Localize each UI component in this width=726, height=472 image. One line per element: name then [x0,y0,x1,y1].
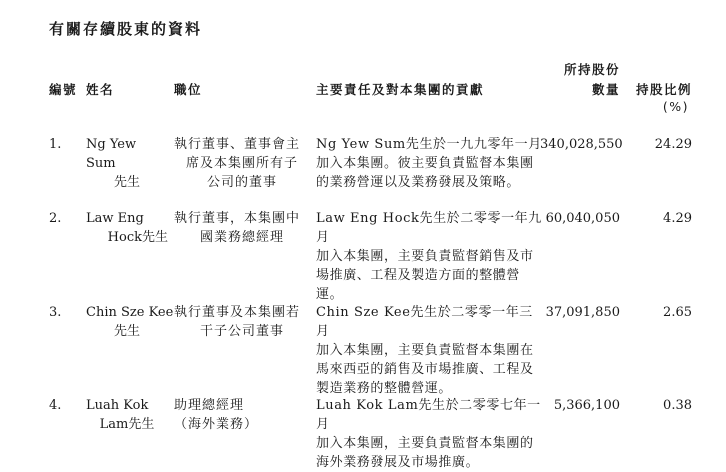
shareholding-percentage: 0.38 [663,398,692,413]
duties-line: 加入本集團，主要負責監督本集團在 [316,343,534,358]
shares-held: 5,366,100 [553,398,620,413]
shareholding-percentage: 2.65 [663,305,692,320]
duties-line: Ng Yew Sum先生於一九九零年一月 [316,137,542,152]
duties-cell [316,396,544,472]
shares-held: 37,091,850 [545,305,620,320]
row-number: 4. [49,398,62,413]
name-line: Luah Kok [86,398,149,413]
position-line: （海外業務） [174,417,259,432]
position-line: 執行董事及本集團若 [174,305,301,320]
position-cell [174,135,310,192]
position-line: 執行董事，本集團中 [174,211,301,226]
header-name: 姓名 [86,82,115,97]
position-line: 干子公司董事 [199,324,284,339]
header-shares-line1: 所持股份 [563,62,620,77]
shareholding-percentage: 4.29 [663,211,692,226]
name-line: Lam先生 [99,417,155,432]
position-line: 國業務總經理 [199,230,284,245]
name-line: Law Eng [86,211,144,226]
name-line: Chin Sze Kee [86,305,174,320]
duties-line: 場推廣、工程及製造方面的整體營 [316,268,521,283]
shares-held: 60,040,050 [545,211,620,226]
duties-cell [316,209,544,304]
position-cell [174,209,310,247]
name-line: 先生 [113,324,140,339]
row-number: 2. [49,211,62,226]
shareholder-name [86,209,168,247]
position-line: 席及本集團所有子 [185,156,298,171]
shareholding-percentage: 24.29 [654,137,692,152]
position-cell [174,303,310,341]
duties-line: 馬來西亞的銷售及市場推廣、工程及 [316,362,534,377]
position-line: 執行董事、董事會主 [174,137,301,152]
position-cell [174,396,310,434]
header-position: 職位 [174,82,203,97]
duties-line: 加入本集團。彼主要負責監督本集團 [316,156,534,171]
shares-held: 340,028,550 [540,137,623,152]
header-pct-line1: 持股比例 [635,82,692,97]
header-no: 編號 [49,82,78,97]
shareholder-name [86,303,174,341]
shareholder-name [86,135,168,192]
duties-cell [316,135,544,192]
header-duties: 主要責任及對本集團的貢獻 [316,82,485,97]
row-number: 1. [49,137,62,152]
duties-line: 的業務營運以及業務發展及策略。 [316,175,521,190]
position-line: 助理總經理 [174,398,245,413]
duties-line: 海外業務發展及市場推廣。 [316,455,480,470]
name-line: 先生 [113,175,140,190]
duties-cell [316,303,544,398]
name-line: Ng Yew Sum [86,137,137,171]
row-number: 3. [49,305,62,320]
duties-line: Law Eng Hock先生於二零零一年九月 [316,211,542,245]
duties-line: 加入本集團，主要負責監督銷售及市 [316,249,534,264]
header-shares-line2: 數量 [591,82,620,97]
page-title: 有關存續股東的資料 [49,20,203,38]
duties-line: 製造業務的整體營運。 [316,381,453,396]
position-line: 公司的董事 [206,175,277,190]
duties-line: Chin Sze Kee先生於二零零一年三月 [316,305,533,339]
duties-line: 加入本集團，主要負責監督本集團的 [316,436,534,451]
duties-line: Luah Kok Lam先生於二零零七年一月 [316,398,541,432]
name-line: Hock先生 [107,230,168,245]
duties-line: 運。 [316,287,344,302]
header-pct-line2: (%) [662,99,690,114]
shareholder-name [86,396,168,434]
